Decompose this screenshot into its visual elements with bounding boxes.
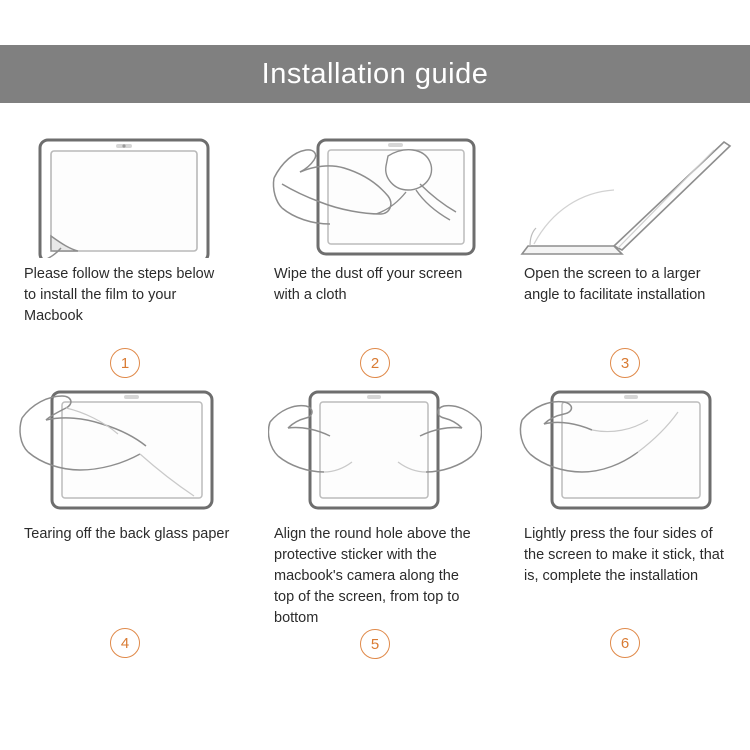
laptop-screen-peel-corner-icon <box>18 118 232 258</box>
step-card-1 <box>0 118 250 378</box>
step-card-3 <box>500 118 750 378</box>
step-6-illustration <box>518 378 732 518</box>
header-banner <box>0 45 750 103</box>
step-4-caption: Tearing off the back glass paper <box>24 526 230 542</box>
step-6-caption: Lightly press the four sides of the screen to make it stick, that is, complete the installation <box>524 526 724 584</box>
step-card-6 <box>500 378 750 659</box>
step-2-illustration <box>268 118 482 258</box>
step-6-number: 6 <box>610 628 640 658</box>
two-hands-aligning-film-icon <box>268 378 482 518</box>
step-1-caption: Please follow the steps below to install the film to your Macbook <box>24 266 215 324</box>
hand-wiping-screen-with-cloth-icon <box>268 118 482 258</box>
step-4-illustration <box>18 378 232 518</box>
step-3-illustration <box>518 118 732 258</box>
step-card-2 <box>250 118 500 378</box>
step-5-number: 5 <box>360 629 390 659</box>
step-5-caption: Align the round hole above the protective sticker with the macbook's camera along the top of the screen, from top to bottom <box>274 526 471 626</box>
step-5-illustration <box>268 378 482 518</box>
step-3-number: 3 <box>610 348 640 378</box>
step-4-number: 4 <box>110 628 140 658</box>
step-2-number: 2 <box>360 348 390 378</box>
step-1-number: 1 <box>110 348 140 378</box>
laptop-opened-wide-angle-icon <box>518 118 732 258</box>
hand-peeling-back-paper-icon <box>18 378 232 518</box>
step-3-caption: Open the screen to a larger angle to facilitate installation <box>524 266 706 303</box>
steps-grid <box>0 118 750 659</box>
step-card-5 <box>250 378 500 659</box>
page-title: Installation guide <box>261 57 489 90</box>
step-2-caption: Wipe the dust off your screen with a cloth <box>274 266 463 303</box>
step-1-illustration <box>18 118 232 258</box>
hand-pressing-screen-edges-icon <box>518 378 732 518</box>
step-card-4 <box>0 378 250 659</box>
